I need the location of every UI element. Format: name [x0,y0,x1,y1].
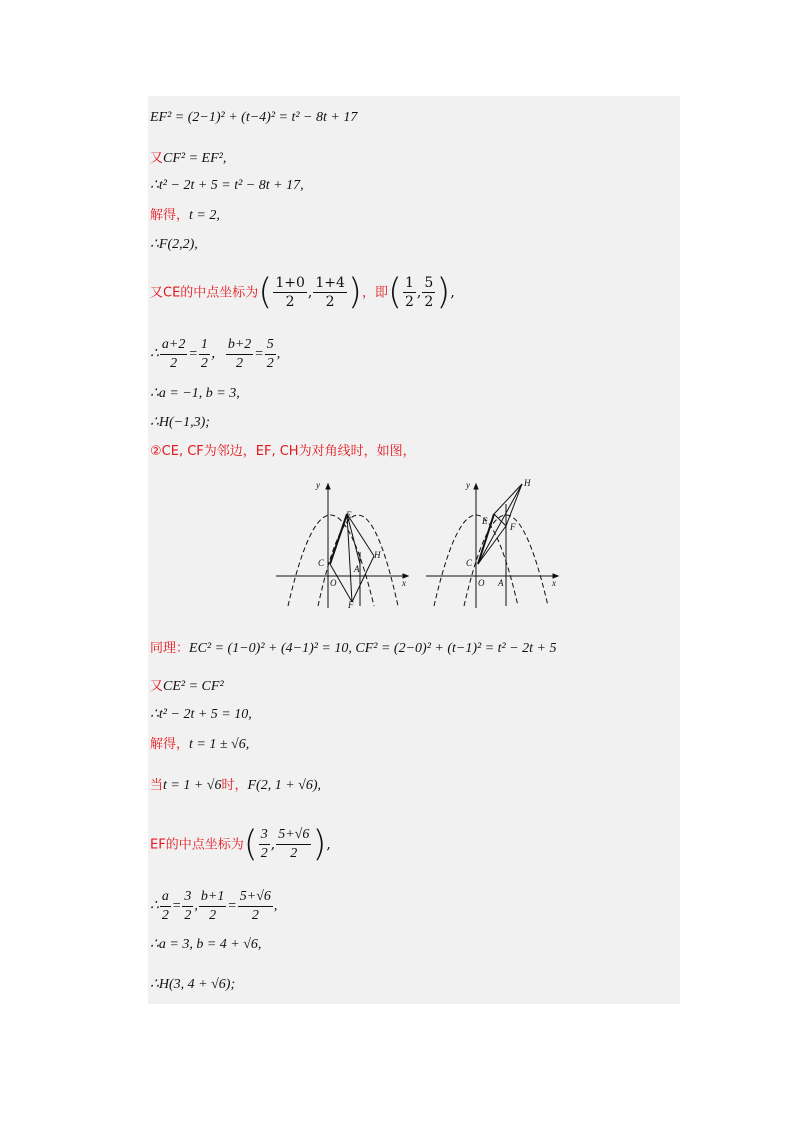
line-point-h-2: ∴H(3, 4 + √6); [150,977,236,992]
svg-text:C: C [466,558,473,568]
line-ab-values-2: ∴a = 3, b = 4 + √6, [150,937,262,952]
svg-text:E: E [482,516,488,526]
svg-text:F: F [510,522,516,532]
line-point-f: ∴F(2,2), [150,237,198,252]
line-equation-t: ∴t² − 2t + 5 = t² − 8t + 17, [150,178,304,193]
svg-text:H: H [524,478,531,488]
figure-left [276,484,408,608]
figure-right [426,484,558,608]
line-equation-t2: ∴t² − 2t + 5 = 10, [150,707,252,722]
svg-text:F: F [348,600,354,610]
svg-text:y: y [316,480,320,490]
line-ce-midpoint: 又CE的中点坐标为( $\frac{1+0}{2}$ , $\frac{1+4}{2}$ )，即( $\frac{1}{2}$ , $\frac{5}{2}$ ), [150,271,455,313]
svg-text:x: x [402,578,406,588]
line-ef-squared: EF² = (2−1)² + (t−4)² = t² − 8t + 17 [150,110,358,125]
svg-text:H: H [374,550,381,560]
line-similarly: 同理：EC² = (1−0)² + (4−1)² = 10, CF² = (2−0)² + (t−1)² = t² − 2t + 5 [150,641,557,656]
svg-text:E: E [346,510,352,520]
line-ab-fractions-2: ∴ $\frac{a}{2}$ = $\frac{3}{2}$ , $\frac{b+1}{2}$ = $\frac{5+√6}{2}$ , [150,889,278,923]
line-point-h: ∴H(−1,3); [150,415,210,430]
line-ce-equals-cf: 又CE² = CF² [150,679,224,694]
svg-text:O: O [478,578,485,588]
line-ef-midpoint: EF的中点坐标为( $\frac{3}{2}$ , $\frac{5+√6}{2}$ ), [150,823,331,865]
svg-text:y: y [466,480,470,490]
line-solve-t2: 解得，t = 1 ± √6, [150,737,250,752]
svg-text:C: C [318,558,325,568]
line-ab-fractions: ∴ $\frac{a+2}{2}$ = $\frac{1}{2}$ ， $\frac{b+2}{2}$ = $\frac{5}{2}$ , [150,337,281,371]
line-cf-equals-ef: 又CF² = EF², [150,151,227,166]
parabola-figures [270,474,570,614]
svg-text:x: x [552,578,556,588]
svg-text:A: A [498,578,504,588]
svg-text:O: O [330,578,337,588]
line-when-t: 当t = 1 + √6时，F(2, 1 + √6), [150,778,322,793]
line-ab-values: ∴a = −1, b = 3, [150,386,240,401]
line-solve-t: 解得，t = 2, [150,208,220,223]
line-case-2-heading: ②CE, CF为邻边，EF, CH为对角线时，如图， [150,444,416,459]
svg-text:A: A [354,564,360,574]
